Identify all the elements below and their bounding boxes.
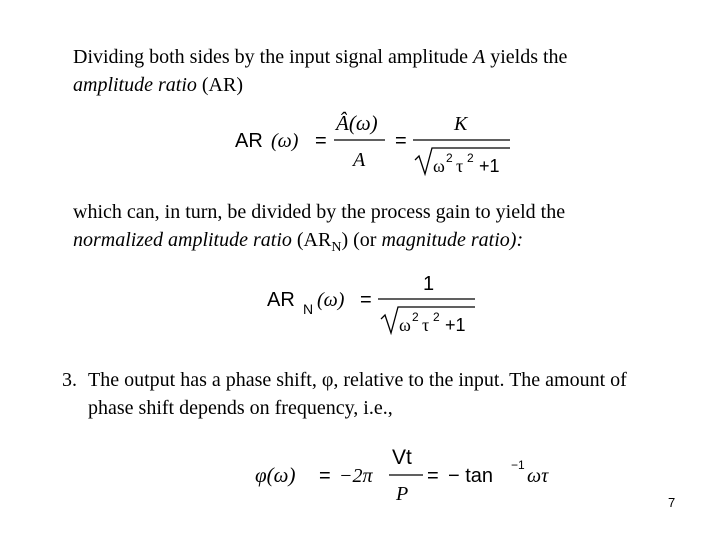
eq1-den-sup1: 2 xyxy=(446,151,453,165)
page-number: 7 xyxy=(668,495,676,510)
eq2-lhs-sub: N xyxy=(303,301,314,317)
eq3-equals-2: = xyxy=(427,465,439,487)
eq1-equals-2: = xyxy=(395,130,407,152)
para2-text-b: (AR xyxy=(291,229,332,251)
equation-amplitude-ratio xyxy=(235,100,525,182)
eq1-den-tau: τ xyxy=(456,156,464,176)
para1-abbr: (AR) xyxy=(196,74,243,96)
list-item-text: The output has a phase shift, φ, relative to the input. The amount of phase shift depends on frequency, i.e., xyxy=(88,369,627,419)
para2-term: normalized amplitude ratio xyxy=(73,229,292,251)
eq2-equals: = xyxy=(360,289,372,311)
eq1-omega: (ω) xyxy=(271,130,299,152)
eq1-numerator: Â(ω) xyxy=(336,111,378,135)
para1-var-a: A xyxy=(472,46,486,68)
para2-sub: N xyxy=(331,240,342,255)
eq2-lhs: AR xyxy=(267,289,295,311)
eq2-omega: (ω) xyxy=(317,289,345,311)
eq2-den-omega: ω xyxy=(399,315,411,335)
eq3-frac-num: Vt xyxy=(392,446,412,469)
eq1-den-omega: ω xyxy=(433,156,445,176)
equation-phase-shift xyxy=(255,438,565,510)
eq3-rhs-omega-tau: ωτ xyxy=(527,465,549,487)
eq1-den-sup2: 2 xyxy=(467,151,474,165)
eq2-numerator: 1 xyxy=(423,273,435,295)
para2-text-c: ) (or xyxy=(341,229,382,251)
para1-text-a: Dividing both sides by the input signal amplitude xyxy=(73,46,473,68)
para1-term: amplitude ratio xyxy=(73,74,197,96)
eq2-den-plus-one: +1 xyxy=(445,315,466,335)
eq3-lhs: φ(ω) xyxy=(255,463,296,487)
eq1-lhs: AR xyxy=(235,130,263,152)
paragraph-normalized-ratio xyxy=(73,198,693,262)
eq1-equals: = xyxy=(315,130,327,152)
list-item-number: 3. xyxy=(62,369,77,391)
eq3-frac-den: P xyxy=(396,483,409,505)
eq3-equals: = xyxy=(319,465,331,487)
para1-text-b: yields the xyxy=(485,46,568,68)
para2-term2: magnitude ratio): xyxy=(381,229,524,251)
paragraph-amplitude-ratio xyxy=(73,43,693,99)
eq2-den-sup1: 2 xyxy=(412,310,419,324)
eq2-den-tau: τ xyxy=(422,315,430,335)
eq2-den-sup2: 2 xyxy=(433,310,440,324)
equation-normalized-amplitude-ratio xyxy=(265,270,485,342)
eq3-rhs-tan: − tan xyxy=(448,465,494,487)
para2-text-a: which can, in turn, be divided by the process gain to yield the xyxy=(73,201,566,223)
eq3-rhs-sup: −1 xyxy=(511,458,525,472)
eq1-denominator: A xyxy=(353,149,366,171)
eq1-den-plus-one: +1 xyxy=(479,156,500,176)
eq1-numerator-2: K xyxy=(454,113,468,135)
eq3-mid: −2π xyxy=(339,465,373,487)
